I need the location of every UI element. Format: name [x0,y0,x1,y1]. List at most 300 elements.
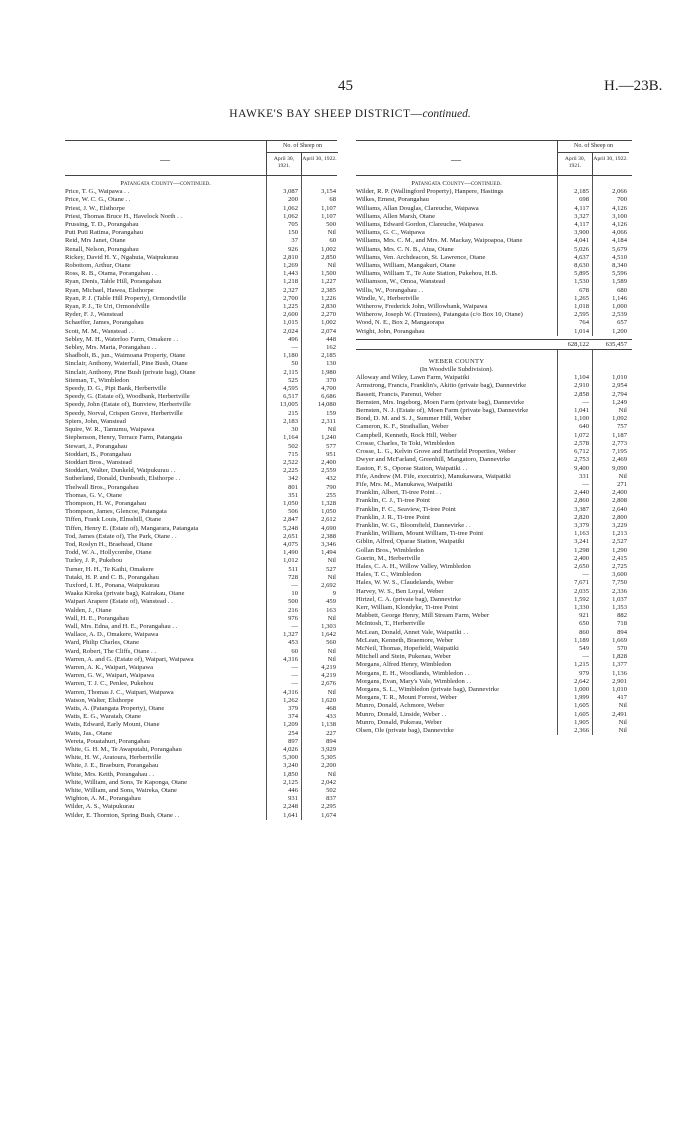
table-row [65,557,337,565]
sheep-1921: 2,847 [283,516,298,524]
sheep-1922: 14,080 [317,401,336,409]
owner-name: Morgans, Alfred Henry, Wimbledon [356,661,452,669]
owner-name: Tiffen, Henry E. (Estate of), Mangarara, Patangata [65,524,199,532]
sheep-1922: 2,491 [612,710,627,718]
owner-name: Giblin, Alfred, Oparae Station, Waipatiki [356,538,465,546]
sheep-1921: — [291,680,298,688]
sheep-1921: 506 [288,508,298,516]
table-row [65,754,337,762]
owner-name: Ryan, P. J. (Table Hill Property), Ormondville [65,294,187,302]
sheep-1922: 577 [326,442,336,450]
sheep-1921: 2,651 [283,532,298,540]
sheep-1922: 2,954 [612,382,627,390]
sheep-1921: 525 [288,376,298,384]
sheep-1921: 2,440 [574,489,589,497]
header-date-1921: April 30, 1921. [557,153,592,175]
sheep-1922: 2,773 [612,439,627,447]
table-row [356,213,632,221]
table-row [65,762,337,770]
left-rows [65,176,337,820]
table-row [65,311,337,319]
table-row [356,481,632,489]
table-row [356,432,632,440]
owner-name: Scott, M. M., Wanstead . . [65,327,134,335]
table-row [356,407,632,415]
table-row [65,262,337,270]
owner-name: Stoddart, B., Porangahau [65,450,132,458]
sheep-1921: 2,595 [574,311,589,319]
owner-name: Priest, Thomas Bruce H., Havelock North . . [65,212,183,220]
owner-name: Thompson, H. W., Porangahau [65,499,147,507]
owner-name: Williams, Edward Gordon, Clareuche, Waipawa [356,221,484,229]
table-row [65,377,337,385]
owner-name: Williams, Ven. Archdeacon, St. Lawrence, Otane [356,253,486,261]
sheep-1921: 1,269 [283,262,298,270]
sheep-1921: 1,225 [283,303,298,311]
table-row [65,434,337,442]
sheep-1922: 4,219 [321,663,336,671]
sheep-1922: 1,674 [321,811,336,819]
owner-name: Watts, E. G., Waratah, Otane [65,713,141,721]
owner-name: Watson, Walter, Elsthorpe [65,696,134,704]
sheep-1922: 2,794 [612,390,627,398]
sheep-1921: 1,014 [574,327,589,335]
page-reference: H.—23B. [604,78,663,94]
table-row [65,549,337,557]
sheep-1921: 1,062 [283,212,298,220]
owner-name: Waaka Kireka (private bag), Kairakau, Otane [65,590,185,598]
sheep-1921: 2,327 [283,286,298,294]
owner-name: Tutaki, H. P. and C. B., Porangahau [65,573,159,581]
sheep-1921: — [291,663,298,671]
sheep-1922: 1,213 [612,530,627,538]
sheep-1922: 2,311 [321,417,336,425]
owner-name: Munro, Donald, Pukerau, Weber [356,718,442,726]
sheep-1921: 50 [291,360,298,368]
sheep-1922: 9 [332,590,336,598]
table-row [65,639,337,647]
sheep-1922: 2,400 [612,489,627,497]
title-main: HAWKE'S BAY SHEEP DISTRICT— [229,108,423,120]
sheep-1921: 2,125 [283,778,298,786]
sheep-1921: 698 [579,196,589,204]
table-row [65,541,337,549]
table-row [65,615,337,623]
table-row [65,812,337,820]
sheep-1922: 2,400 [321,458,336,466]
table-row [65,410,337,418]
sheep-1921: 1,327 [283,631,298,639]
owner-name: Todd, W. A., Hollycombe, Otane [65,549,152,557]
sheep-1921: 331 [579,472,589,480]
sheep-1922: 1,010 [612,374,627,382]
sheep-1922: 4,184 [612,237,627,245]
sheep-1922: 162 [326,344,336,352]
header-dash: — [451,155,461,166]
sheep-1922: 163 [326,606,336,614]
sheep-1922: 560 [326,639,336,647]
owner-name: Stewart, J., Porangahau [65,442,128,450]
sheep-1921: 1,605 [574,710,589,718]
sheep-1921: 1,905 [574,718,589,726]
sheep-1921: 4,026 [283,746,298,754]
owner-name: Ryan, P. J., Te Uri, Ormondville [65,303,150,311]
owner-name: Walden, J., Otane [65,606,112,614]
table-row [356,506,632,514]
table-row [356,686,632,694]
sheep-1921: — [291,672,298,680]
sheep-1921: 1,215 [574,661,589,669]
sheep-1922: 433 [326,713,336,721]
table-row [65,713,337,721]
owner-name: Warren, A. and G. (Estate of), Waipari, Waipawa [65,655,194,663]
table-row [65,352,337,360]
owner-name: Campbell, Kenneth, Rock Hill, Weber [356,431,457,439]
owner-name: Rickey, David H. Y., Ngahuia, Waipukurau [65,253,179,261]
sheep-1921: 6,517 [283,393,298,401]
sheep-1922: 5,305 [321,754,336,762]
sheep-1921: 1,999 [574,694,589,702]
owner-name: Stephenson, Henry, Terrace Farm, Patangata [65,434,183,442]
owner-name: Mitchell and Stein, Pukenau, Weber [356,653,451,661]
left-column [65,140,337,820]
owner-name: Price, W. C. G., Otane . . [65,196,131,204]
sheep-1922: 1,828 [612,653,627,661]
sheep-1921: 4,117 [574,204,589,212]
table-row [356,497,632,505]
owner-name: Watts, A. (Patangata Property), Otane [65,705,165,712]
table-row [65,664,337,672]
table-row [65,566,337,574]
table-row [65,303,337,311]
sheep-1921: 2,225 [283,467,298,475]
sheep-1921: 5,248 [283,524,298,532]
owner-name: Watts, Jas., Otane [65,729,112,737]
table-row [65,746,337,754]
table-row [356,254,632,262]
sheep-1922: 7,750 [612,579,627,587]
sheep-1921: 715 [288,450,298,458]
table-row [65,607,337,615]
sheep-1922: 5,596 [612,270,627,278]
table-row [65,401,337,409]
owner-name: White, J. E., Braeburn, Porangahau [65,762,159,770]
owner-name: Speedy, G. (Estate of), Woodbank, Herbertville [65,393,190,401]
owner-name: Watts, Edward, Early Mount, Otane [65,721,160,729]
owner-name: McLean, Kenneth, Braemore, Weber [356,636,454,644]
table-row [65,221,337,229]
owner-name: Renall, Nelson, Porangahau [65,245,139,253]
sheep-1921: 2,366 [574,727,589,734]
sheep-1921: 60 [291,647,298,655]
owner-name: Stoddart, Walter, Dunkeld, Waipukurau . . [65,467,176,475]
right-column [356,140,632,735]
weber-rows [356,350,632,735]
sheep-1921: 2,183 [283,417,298,425]
sheep-1921: 764 [579,319,589,327]
sheep-1922: 657 [617,319,627,327]
sheep-1922: 6,686 [321,393,336,401]
owner-name: Priest, J. W., Elsthorpe [65,204,125,212]
sheep-1922: 1,227 [321,278,336,286]
table-row [356,237,632,245]
table-row [65,689,337,697]
sheep-1922: 255 [326,491,336,499]
sheep-1922: 2,042 [321,778,336,786]
sheep-1921: 979 [579,669,589,677]
owner-name: Harvey, W. S., Ben Loyal, Weber [356,587,444,595]
sheep-1921: 502 [288,442,298,450]
table-row [65,393,337,401]
table-row [356,382,632,390]
total-1921: 628,122 [567,340,589,348]
table-row [65,246,337,254]
table-row [65,779,337,787]
sheep-1921: 1,180 [283,352,298,360]
right-table-header [356,140,632,176]
sheep-1921: 150 [288,229,298,237]
owner-name: Witherow, Frederick John, Willowbank, Waipawa [356,303,488,311]
sheep-1921: 1,164 [283,434,298,442]
table-row [356,629,632,637]
sheep-1922: 757 [617,423,627,431]
sheep-1922: 1,500 [321,270,336,278]
owner-name: Wall, Mrs. Edna, and H. E., Porangahau . . [65,622,178,630]
sheep-1921: 2,650 [574,562,589,570]
owner-name: Franklin, F. C., Seaview, Ti-tree Point [356,505,456,513]
table-row [65,492,337,500]
table-row [356,196,632,204]
sheep-1921: 2,810 [283,253,298,261]
table-row [65,418,337,426]
owner-name: Tod, Roslyn H., Braehead, Otane [65,540,153,548]
owner-name: McIntosh, T., Herbertville [356,620,425,628]
owner-name: Speedy, D. G., Pipi Bank, Herbertville [65,385,167,393]
sheep-1922: 2,527 [612,538,627,546]
sheep-1921: 2,024 [283,327,298,335]
owner-name: Turley, J. P., Pukehou [65,557,123,565]
table-row [356,221,632,229]
sheep-1921: 3,387 [574,505,589,513]
left-table-header [65,140,337,176]
table-row [356,303,632,311]
table-row [356,262,632,270]
owner-name: Warren, T. J. C., Penlee, Pukehou [65,680,154,688]
owner-name: Wallace, A. D., Omakere, Waipawa [65,631,159,639]
owner-name: Easton, F. S., Oporae Station, Waipatiki . . [356,464,468,472]
sheep-1922: Nil [327,426,336,434]
sheep-1921: 511 [288,565,298,573]
owner-name: Warren, Thomas J. C., Waipari, Waipawa [65,688,174,696]
sheep-1921: 4,595 [283,385,298,393]
sheep-1921: 4,316 [283,655,298,663]
table-row [65,451,337,459]
sheep-1921: 496 [288,335,298,343]
sheep-1922: 4,510 [612,253,627,261]
sheep-1922: 5,679 [612,245,627,253]
table-row [65,237,337,245]
owner-name: Hales, T. C., Wimbledon [356,571,422,579]
table-row [356,645,632,653]
owner-name: Thompson, James, Glencoe, Patangata [65,508,167,516]
sheep-1922: 68 [329,196,336,204]
sheep-1922: 2,539 [612,311,627,319]
sheep-1922: 4,219 [321,672,336,680]
sheep-1921: 801 [288,483,298,491]
table-row [65,278,337,286]
owner-name: Ward, Robert, The Cliffs, Otane . . [65,647,156,655]
sheep-1921: — [291,344,298,352]
sheep-1922: 1,002 [321,245,336,253]
table-row [356,278,632,286]
owner-name: Wood, N. E., Box 2, Mangaorapa [356,319,445,327]
table-row [356,604,632,612]
sheep-1921: 351 [288,491,298,499]
table-row [65,328,337,336]
sheep-1921: 2,858 [574,390,589,398]
owner-name: Guerin, M., Herbertville [356,554,421,562]
sheep-1921: 3,327 [574,212,589,220]
sheep-1921: — [582,653,589,661]
table-row [65,582,337,590]
table-row [65,475,337,483]
sheep-1921: 254 [288,729,298,737]
sheep-1921: 728 [288,573,298,581]
sheep-1921: 2,700 [283,294,298,302]
sheep-1922: 1,200 [612,327,627,335]
owner-name: Morgans, Evan, Mary's Vale, Wimbledon . . [356,677,472,685]
owner-name: Franklin, J. R., Ti-tree Point [356,513,431,521]
sheep-1921: 1,018 [574,303,589,311]
owner-name: Fife, Andrew (M. Fife, executrix), Manukawara, Waipatiki [356,472,511,480]
sheep-1922: 718 [617,620,627,628]
sheep-1921: — [291,622,298,630]
sheep-1921: 13,005 [279,401,298,409]
owner-name: Spiers, John, Wanstead [65,417,126,425]
owner-name: Williams, William T., Te Aute Station, Pukehou, H.B. [356,270,498,278]
owner-name: Tiffen, Frank Louis, Elmshill, Otane [65,516,162,524]
owner-name: Speedy, John (Estate of), Bunview, Herbertville [65,401,191,409]
sheep-1921: 3,900 [574,229,589,237]
owner-name: Wereta, Pouatahuri, Porangahau [65,737,150,745]
owner-name: White, Mrs. Keith, Porangahau . . [65,770,154,778]
table-row [356,295,632,303]
sheep-1922: Nil [327,229,336,237]
owner-name: Fife, Mrs. M., Manukawa, Waipatiki [356,480,453,488]
sheep-1922: 790 [326,483,336,491]
sheep-1921: 2,860 [574,497,589,505]
sheep-1921: 7,671 [574,579,589,587]
table-row [356,727,632,735]
table-row [356,489,632,497]
sheep-1922: 4,126 [612,221,627,229]
table-row [65,705,337,713]
owner-name: Ward, Philip Charles, Otane [65,639,139,647]
owner-name: Wilkes, Ernest, Porangahau [356,196,429,204]
sheep-1922: 4,690 [321,524,336,532]
owner-name: Thomas, G. V., Otane [65,491,123,499]
sheep-1922: 7,195 [612,448,627,456]
header-date-1922: April 30, 1922. [301,153,337,175]
sheep-1922: 2,295 [321,803,336,811]
owner-name: Hales, W. W. S., Claudelands, Weber [356,579,454,587]
table-row [65,426,337,434]
sheep-1922: 1,010 [612,685,627,693]
sheep-1921: 1,000 [574,685,589,693]
owner-name: Williams, Mrs. C. N. B., Atua, Otane [356,245,454,253]
sheep-1921: 8,630 [574,262,589,270]
sheep-1922: 448 [326,335,336,343]
owner-name: Sebley, Mrs. Maria, Porangahau . . [65,344,157,352]
header-no-sheep: No. of Sheep on [266,141,338,153]
weber-subdivision-note: (In Woodville Subdivision). [419,366,494,374]
owner-name: McLean, Donald, Annet Vale, Waipatiki . . [356,628,469,636]
owner-name: Williams, Mrs. C. M., and Mrs. M. Mackay, Waipoapoa, Otane [356,237,523,245]
sheep-1922: 837 [326,795,336,803]
table-row [65,336,337,344]
table-row [65,787,337,795]
owner-name: Bernsten, N. J. (Estate of), Moen Farm (private bag), Dannevirke [356,407,529,415]
owner-name: Robottom, Arthur, Otane [65,262,131,270]
owner-name: Bernsten, Mrs. Ingeborg, Moen Farm (private bag), Dannevirke [356,398,525,406]
table-row [356,319,632,327]
sheep-1922: 570 [617,644,627,652]
sheep-1921: 2,642 [574,677,589,685]
sheep-1921: 976 [288,614,298,622]
sheep-1922: 2,385 [321,286,336,294]
table-row [356,391,632,399]
owner-name: Crosse, Charles, Te Toki, Wimbledon [356,439,455,447]
owner-name: Armstrong, Francis, Franklin's, Akitio (private bag), Dannevirke [356,382,527,390]
sheep-1922: 370 [326,376,336,384]
sheep-1922: 1,107 [321,212,336,220]
sheep-1921: 2,185 [574,188,589,196]
table-row [356,661,632,669]
sheep-1921: 1,443 [283,270,298,278]
sheep-1921: 1,100 [574,415,589,423]
sheep-1922: Nil [327,573,336,581]
sheep-1921: 860 [579,628,589,636]
sheep-1921: 1,605 [574,702,589,710]
sheep-1922: 2,830 [321,303,336,311]
owner-name: Morgans, E. H., Woodlands, Wimbledon . . [356,669,470,677]
owner-name: Thelwall Bros., Porangahau [65,483,139,491]
table-row [65,697,337,705]
table-row [356,538,632,546]
table-row [356,205,632,213]
sheep-1922: Nil [327,655,336,663]
owner-name: Sinclair, Anthony, Pine Bush (private bag), Otane [65,368,196,376]
sheep-1921: 6,712 [574,448,589,456]
table-row [356,678,632,686]
sheep-1921: 446 [288,787,298,795]
table-row [356,423,632,431]
table-row [356,415,632,423]
sheep-1922: 1,136 [612,669,627,677]
sheep-1922: 2,200 [321,762,336,770]
sheep-1921: 1,850 [283,770,298,778]
sheep-1921: 4,637 [574,253,589,261]
table-row [356,188,632,196]
owner-name: Franklin, C. J., Ti-tree Point [356,497,431,505]
owner-name: Crosse, L. G., Kelvin Grove and Hartfield Properties, Weber [356,448,516,456]
owner-name: Siteman, T., Wimbledon [65,376,130,384]
sheep-1921: 10 [291,590,298,598]
table-row [356,473,632,481]
table-row [65,525,337,533]
sheep-1922: 2,185 [321,352,336,360]
table-row [65,484,337,492]
